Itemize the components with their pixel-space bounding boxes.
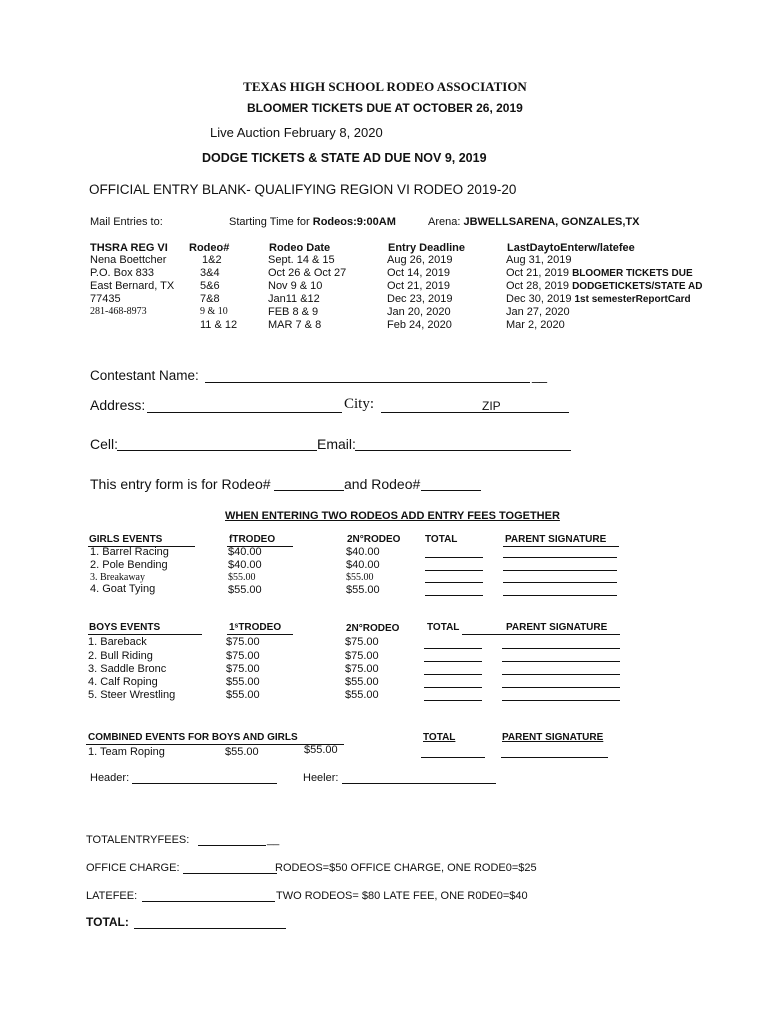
event-fee-1: $55.00	[226, 676, 260, 688]
total-field[interactable]	[424, 648, 482, 649]
late-date: Dec 30, 2019	[506, 293, 572, 305]
total-field[interactable]	[424, 687, 482, 688]
signature-field[interactable]	[503, 582, 617, 583]
signature-field[interactable]	[502, 687, 620, 688]
boys-total-header: TOTAL	[427, 622, 460, 633]
event-name: 3. Breakaway	[90, 572, 145, 583]
event-name: 2. Bull Riding	[88, 650, 153, 662]
late-entry	[506, 293, 691, 305]
late-note: DODGETICKETS/STATE AD	[572, 281, 703, 292]
total-entry-fees-field[interactable]	[198, 845, 266, 846]
and-rodeo-label: and Rodeo#	[344, 476, 421, 492]
girls-first-rodeo-header: fTRODEO	[229, 534, 276, 545]
starting-time	[229, 216, 396, 228]
city-field[interactable]	[381, 412, 569, 413]
signature-field[interactable]	[501, 757, 608, 758]
event-fee-2: $75.00	[345, 663, 379, 675]
late-entry	[506, 319, 565, 331]
combined-signature-header: PARENT SIGNATURE	[502, 732, 604, 743]
divider	[88, 634, 202, 635]
event-fee-1: $55.00	[225, 746, 259, 758]
late-entry	[506, 306, 570, 318]
auction-notice: Live Auction February 8, 2020	[210, 125, 383, 140]
header-name-field[interactable]	[132, 783, 277, 784]
phone-number: 281-468-8973	[90, 306, 147, 317]
entry-deadline: Jan 20, 2020	[387, 306, 451, 318]
official-entry-title: OFFICIAL ENTRY BLANK- QUALIFYING REGION VI RODEO 2019-20	[89, 182, 517, 197]
address-line: Nena Boettcher	[90, 254, 167, 266]
event-name: 4. Goat Tying	[90, 583, 156, 595]
total-field[interactable]	[425, 570, 483, 571]
late-note: 1st semesterReportCard	[574, 294, 691, 305]
cell-field[interactable]	[117, 450, 317, 451]
schedule-header-late: LastDaytoEnterw/latefee	[507, 242, 635, 254]
rodeo-date: FEB 8 & 9	[268, 306, 319, 318]
address-label: Address:	[90, 397, 146, 413]
entry-deadline: Dec 23, 2019	[387, 293, 453, 305]
total-field[interactable]	[421, 757, 485, 758]
bloomer-notice: BLOOMER TICKETS DUE AT OCTOBER 26, 2019	[247, 101, 523, 115]
event-name: 4. Calf Roping	[88, 676, 158, 688]
signature-field[interactable]	[502, 661, 620, 662]
contestant-name-label: Contestant Name:	[90, 368, 199, 383]
schedule-header-rodeo: Rodeo#	[189, 242, 230, 254]
event-name: 3. Saddle Bronc	[88, 663, 167, 675]
total-field[interactable]	[425, 595, 483, 596]
rodeo-date: Nov 9 & 10	[268, 280, 323, 292]
starting-time-value: Rodeos:9:00AM	[312, 216, 396, 228]
girls-total-header: TOTAL	[425, 534, 458, 545]
event-fee-1: $55.00	[228, 584, 262, 596]
total-entry-fees-label: TOTALENTRYFEES:	[86, 834, 190, 846]
event-fee-2: $75.00	[345, 636, 379, 648]
event-fee-2: $55.00	[345, 689, 379, 701]
two-rodeos-notice: WHEN ENTERING TWO RODEOS ADD ENTRY FEES TOGETHER	[225, 510, 560, 522]
late-fee-label: LATEFEE:	[86, 890, 138, 902]
late-entry	[506, 280, 702, 292]
divider	[503, 546, 619, 547]
event-fee-2: $55.00	[304, 744, 338, 756]
late-entry	[506, 267, 693, 279]
email-field[interactable]	[355, 450, 571, 451]
divider	[503, 634, 620, 635]
combined-total-header: TOTAL	[423, 732, 456, 743]
contestant-name-tail: __	[532, 368, 548, 383]
signature-field[interactable]	[502, 700, 620, 701]
rodeo-number: 1&2	[202, 254, 222, 266]
office-charge-label: OFFICE CHARGE:	[86, 862, 180, 874]
arena-value: JBWELLSARENA, GONZALES,TX	[463, 216, 640, 228]
mail-entries-label: Mail Entries to:	[90, 216, 163, 228]
total-field[interactable]	[425, 557, 483, 558]
office-charge-note: RODEOS=$50 OFFICE CHARGE, ONE RODE0=$25	[275, 862, 537, 874]
schedule-header-region: THSRA REG VI	[90, 242, 168, 254]
event-fee-1: $75.00	[226, 636, 260, 648]
total-field[interactable]	[425, 582, 483, 583]
grand-total-field[interactable]	[134, 928, 286, 929]
event-name: 1. Team Roping	[88, 746, 165, 758]
entry-for-label: This entry form is for Rodeo#	[90, 476, 271, 492]
event-fee-2: $55.00	[345, 676, 379, 688]
signature-field[interactable]	[502, 674, 620, 675]
entry-deadline: Oct 21, 2019	[387, 280, 450, 292]
event-name: 1. Bareback	[88, 636, 147, 648]
rodeo-number: 3&4	[200, 267, 220, 279]
grand-total-label: TOTAL:	[86, 915, 129, 929]
arena-prefix: Arena:	[428, 216, 464, 228]
event-fee-2: $75.00	[345, 650, 379, 662]
dodge-notice: DODGE TICKETS & STATE AD DUE NOV 9, 2019	[202, 151, 487, 165]
event-fee-1: $75.00	[226, 650, 260, 662]
arena	[428, 216, 639, 228]
rodeo-number-field-1[interactable]	[274, 490, 344, 491]
event-fee-1: $40.00	[228, 559, 262, 571]
total-field[interactable]	[424, 700, 482, 701]
late-note: BLOOMER TICKETS DUE	[572, 268, 693, 279]
rodeo-number: 9 & 10	[200, 306, 228, 317]
late-date: Jan 27, 2020	[506, 306, 570, 318]
divider	[227, 634, 293, 635]
address-line: East Bernard, TX	[90, 280, 175, 292]
signature-field[interactable]	[503, 570, 617, 571]
email-label: Email:	[317, 436, 356, 452]
boys-signature-header: PARENT SIGNATURE	[506, 622, 608, 633]
schedule-header-deadline: Entry Deadline	[388, 242, 466, 254]
starting-time-prefix: Starting Time for	[229, 216, 313, 228]
event-fee-2: $40.00	[346, 559, 380, 571]
event-fee-2: $40.00	[346, 546, 380, 558]
header-label: Header:	[90, 772, 130, 784]
cell-label: Cell:	[90, 436, 119, 452]
girls-second-rodeo-header: 2N°RODEO	[347, 534, 401, 545]
event-name: 1. Barrel Racing	[90, 546, 169, 558]
schedule-header-date: Rodeo Date	[269, 242, 331, 254]
late-fee-note: TWO RODEOS= $80 LATE FEE, ONE R0DE0=$40	[276, 890, 528, 902]
address-line: P.O. Box 833	[90, 267, 155, 279]
rodeo-number: 5&6	[200, 280, 220, 292]
boys-first-rodeo-header: 1ˢTRODEO	[229, 622, 282, 633]
rodeo-number: 7&8	[200, 293, 220, 305]
entry-deadline: Oct 14, 2019	[387, 267, 450, 279]
entry-deadline: Feb 24, 2020	[387, 319, 452, 331]
event-name: 5. Steer Wrestling	[88, 689, 176, 701]
total-entry-fees-tail: __	[267, 834, 280, 846]
girls-events-heading: GIRLS EVENTS	[89, 534, 163, 545]
rodeo-date: Jan11 &12	[268, 293, 320, 305]
event-fee-1: $55.00	[226, 689, 260, 701]
boys-events-heading: BOYS EVENTS	[89, 622, 161, 633]
heeler-label: Heeler:	[303, 772, 339, 784]
event-fee-2: $55.00	[346, 572, 374, 583]
late-entry	[506, 254, 571, 266]
combined-events-heading: COMBINED EVENTS FOR BOYS AND GIRLS	[88, 732, 298, 743]
zip-label: ZIP	[482, 399, 501, 413]
contestant-name-field[interactable]	[205, 382, 530, 383]
divider	[462, 634, 506, 635]
boys-second-rodeo-header: 2N°RODEO	[346, 623, 400, 634]
signature-field[interactable]	[502, 648, 620, 649]
signature-field[interactable]	[503, 557, 617, 558]
address-line: 77435	[90, 293, 121, 305]
event-fee-1: $75.00	[226, 663, 260, 675]
late-date: Mar 2, 2020	[506, 319, 565, 331]
rodeo-date: MAR 7 & 8	[268, 319, 322, 331]
rodeo-number-field-2[interactable]	[421, 490, 481, 491]
association-title: TEXAS HIGH SCHOOL RODEO ASSOCIATION	[243, 79, 527, 94]
rodeo-date: Sept. 14 & 15	[268, 254, 335, 266]
event-fee-1: $55.00	[228, 572, 256, 583]
late-date: Oct 21, 2019	[506, 267, 569, 279]
late-date: Aug 31, 2019	[506, 254, 572, 266]
rodeo-number: 11 & 12	[200, 319, 238, 331]
event-name: 2. Pole Bending	[90, 559, 168, 571]
city-label: City:	[344, 396, 375, 412]
rodeo-date: Oct 26 & Oct 27	[268, 267, 347, 279]
office-charge-field[interactable]	[183, 873, 277, 874]
entry-deadline: Aug 26, 2019	[387, 254, 453, 266]
event-fee-1: $40.00	[228, 546, 262, 558]
total-field[interactable]	[424, 674, 482, 675]
event-fee-2: $55.00	[346, 584, 380, 596]
late-fee-field[interactable]	[142, 901, 275, 902]
address-field[interactable]	[147, 412, 342, 413]
girls-signature-header: PARENT SIGNATURE	[505, 534, 607, 545]
total-field[interactable]	[424, 661, 482, 662]
signature-field[interactable]	[503, 595, 617, 596]
heeler-name-field[interactable]	[342, 783, 496, 784]
late-date: Oct 28, 2019	[506, 280, 569, 292]
